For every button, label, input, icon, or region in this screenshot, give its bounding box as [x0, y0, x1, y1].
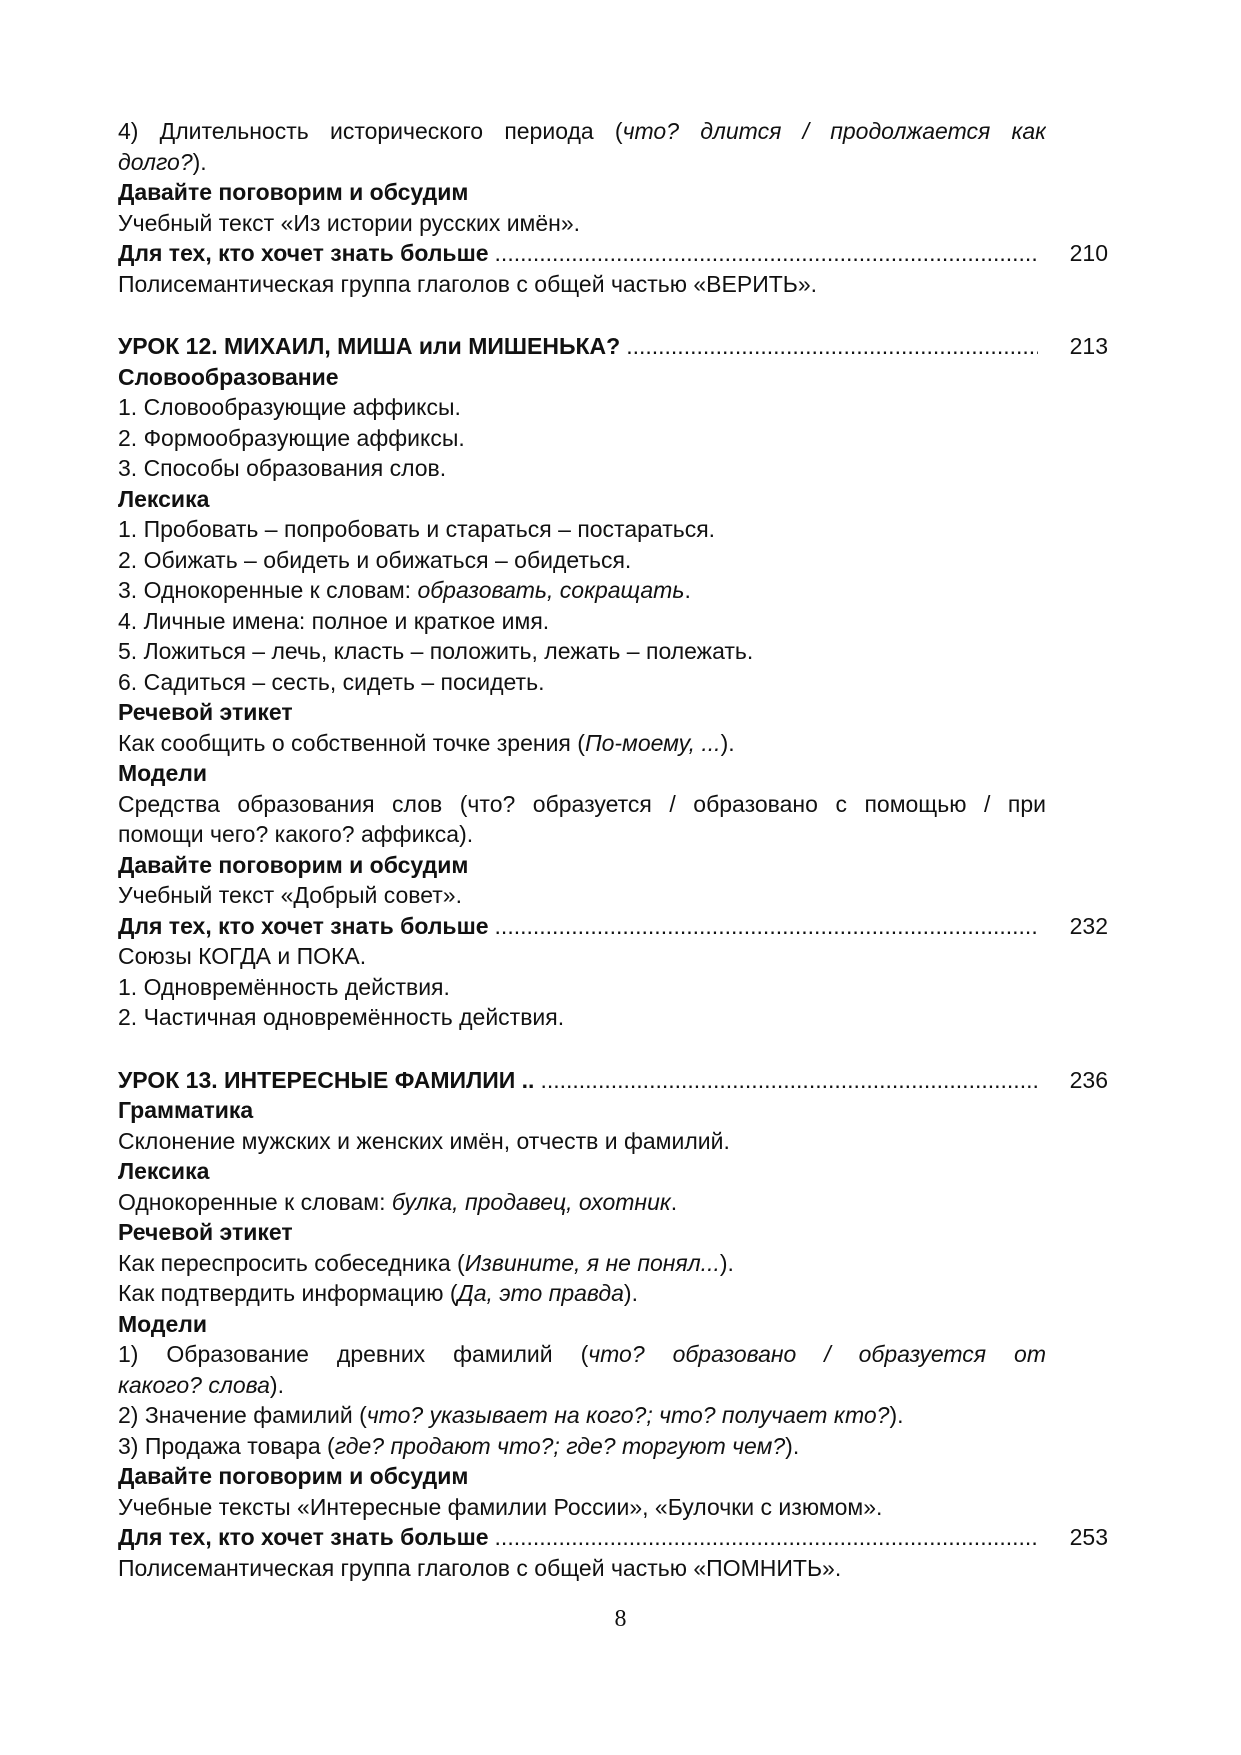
- model-line: [118, 1400, 1108, 1431]
- section-heading: Модели: [118, 760, 208, 786]
- toc-entry-title: Для тех, кто хочет знать больше: [118, 1524, 489, 1550]
- text: 2) Значение фамилий (: [118, 1402, 367, 1428]
- text-line: помощи чего? какого? аффикса).: [118, 821, 474, 847]
- toc-page-number: 210: [1069, 240, 1108, 266]
- section-heading: Речевой этикет: [118, 1219, 293, 1245]
- model-text: ).: [192, 148, 207, 175]
- text-line: Учебный текст «Из истории русских имён».: [118, 209, 581, 236]
- toc-entry[interactable]: [118, 1522, 1108, 1553]
- text: 1) Образование древних фамилий (: [118, 1341, 589, 1367]
- toc-leader-dots: [540, 1065, 1038, 1096]
- text-line: Союзы КОГДА и ПОКА.: [118, 943, 367, 969]
- model-line-cont: [118, 147, 1108, 178]
- model-line: [118, 116, 1046, 147]
- list-item: 2. Частичная одновремённость действия.: [118, 1004, 565, 1030]
- text-italic: где? продают что?; где? торгуют чем?: [334, 1432, 786, 1459]
- section-heading: Грамматика: [118, 1097, 254, 1123]
- list-item-text: 3. Однокоренные к словам:: [118, 577, 418, 603]
- text: Однокоренные к словам:: [118, 1188, 392, 1215]
- section-heading: Лексика: [118, 485, 210, 512]
- lesson-title: УРОК 13. ИНТЕРЕСНЫЕ ФАМИЛИИ ..: [118, 1066, 535, 1093]
- toc-entry[interactable]: [118, 238, 1108, 269]
- text-line: Учебные тексты «Интересные фамилии России», «Булочки с изюмом».: [118, 1493, 883, 1520]
- text: ).: [719, 1249, 734, 1276]
- toc-leader-dots: [626, 331, 1038, 362]
- text-italic: какого? слова: [118, 1371, 270, 1398]
- text-italic: Извините, я не понял...: [464, 1249, 720, 1276]
- section-heading: Давайте поговорим и обсудим: [118, 1463, 469, 1489]
- spacer: [118, 1033, 1108, 1065]
- text-italic: По-моему, ...: [584, 729, 721, 756]
- toc-entry-title: Для тех, кто хочет знать больше: [118, 912, 489, 939]
- toc-page-number: 236: [1069, 1066, 1108, 1093]
- model-text: 4) Длительность исторического периода (: [118, 118, 623, 144]
- text: Как переспросить собеседника (: [118, 1249, 465, 1276]
- text-line: Полисемантическая группа глаголов с общей частью «ПОМНИТЬ».: [118, 1554, 842, 1581]
- text-line: Полисемантическая группа глаголов с общей частью «ВЕРИТЬ».: [118, 270, 818, 297]
- toc-entry-lesson-12[interactable]: [118, 331, 1108, 362]
- toc-content: [118, 116, 1108, 1583]
- toc-leader-dots: [495, 911, 1038, 942]
- list-item: 3. Способы образования слов.: [118, 455, 447, 481]
- section-heading: Модели: [118, 1310, 208, 1337]
- section-heading: Лексика: [118, 1158, 210, 1184]
- text-italic: Да, это правда: [457, 1280, 624, 1306]
- text-line: Средства образования слов (что? образуется / образовано с помощью / при: [118, 790, 1046, 817]
- list-item-italic: образовать, сокращать: [417, 577, 685, 603]
- text-italic: булка, продавец, охотник: [391, 1188, 671, 1215]
- toc-leader-dots: [495, 238, 1038, 269]
- text: ).: [269, 1371, 284, 1398]
- text: Как сообщить о собственной точке зрения (: [118, 729, 585, 756]
- section-heading: Давайте поговорим и обсудим: [118, 851, 469, 878]
- text: 3) Продажа товара (: [118, 1432, 335, 1459]
- list-item: 1. Одновремённость действия.: [118, 973, 450, 1000]
- list-item: [118, 575, 1108, 606]
- text: ).: [785, 1432, 800, 1459]
- list-item: 6. Садиться – сесть, сидеть – посидеть.: [118, 668, 545, 695]
- toc-entry-lesson-13[interactable]: [118, 1065, 1108, 1096]
- text-line: [118, 1187, 1108, 1218]
- text-line: [118, 1278, 1108, 1309]
- list-item: 5. Ложиться – лечь, класть – положить, лежать – полежать.: [118, 638, 754, 664]
- text-line: Склонение мужских и женских имён, отчеств и фамилий.: [118, 1127, 730, 1154]
- text-line: [118, 728, 1108, 759]
- list-item-text: .: [684, 577, 691, 603]
- spacer: [118, 299, 1108, 331]
- list-item: 1. Пробовать – попробовать и стараться – постараться.: [118, 516, 716, 542]
- text: ).: [889, 1402, 904, 1428]
- list-item: 4. Личные имена: полное и краткое имя.: [118, 607, 550, 634]
- list-item: 1. Словообразующие аффиксы.: [118, 394, 461, 420]
- model-italic: долго?: [118, 148, 193, 175]
- section-heading: Речевой этикет: [118, 699, 293, 725]
- model-line-cont: [118, 1370, 1108, 1401]
- text-line: Учебный текст «Добрый совет».: [118, 882, 462, 908]
- list-item: 2. Обижать – обидеть и обижаться – обидеться.: [118, 546, 632, 573]
- toc-page-number: 253: [1069, 1524, 1108, 1550]
- text-italic: что? указывает на кого?; что? получает кто?: [366, 1402, 890, 1428]
- text: ).: [623, 1280, 638, 1306]
- toc-page-number: 213: [1069, 333, 1108, 359]
- model-italic: что? длится / продолжается как: [622, 118, 1046, 144]
- section-heading: Давайте поговорим и обсудим: [118, 179, 469, 205]
- text-italic: что? образовано / образуется от: [588, 1341, 1046, 1367]
- toc-entry-title: Для тех, кто хочет знать больше: [118, 240, 489, 266]
- toc-page-number: 232: [1069, 912, 1108, 939]
- lesson-title: УРОК 12. МИХАИЛ, МИША или МИШЕНЬКА?: [118, 333, 621, 359]
- toc-leader-dots: [495, 1522, 1038, 1553]
- text: ).: [720, 729, 735, 756]
- page-number: 8: [614, 1606, 627, 1632]
- text-line: [118, 1248, 1108, 1279]
- list-item: 2. Формообразующие аффиксы.: [118, 424, 465, 451]
- toc-entry[interactable]: [118, 911, 1108, 942]
- section-heading: Словообразование: [118, 363, 339, 390]
- text: .: [670, 1188, 678, 1215]
- model-line: [118, 1339, 1046, 1370]
- model-line: [118, 1431, 1108, 1462]
- text: Как подтвердить информацию (: [118, 1280, 458, 1306]
